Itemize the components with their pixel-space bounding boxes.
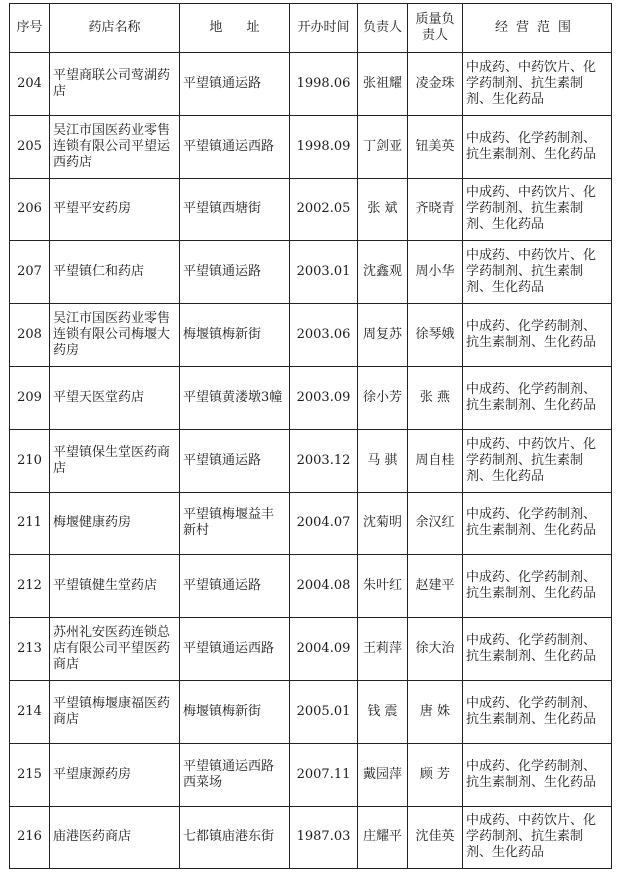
table-row <box>10 53 612 116</box>
opening-date-cell: 2003.01 <box>290 241 358 304</box>
pharmacy-name-cell: 平望商联公司莺湖药店 <box>50 53 180 116</box>
quality-manager-cell: 张 燕 <box>408 366 463 429</box>
quality-manager-cell: 余汉红 <box>408 492 463 555</box>
table-row <box>10 241 612 304</box>
quality-manager-cell: 赵建平 <box>408 555 463 618</box>
serial-number-cell: 210 <box>10 429 50 492</box>
header-quality-manager: 质量负责人 <box>408 4 463 53</box>
pharmacy-name-cell: 梅堰健康药房 <box>50 492 180 555</box>
quality-manager-cell: 钮美英 <box>408 115 463 178</box>
pharmacy-name-cell: 平望平安药房 <box>50 178 180 241</box>
quality-manager-cell: 徐大治 <box>408 618 463 681</box>
table-row <box>10 429 612 492</box>
business-scope-cell: 中成药、中药饮片、化学药制剂、抗生素制剂、生化药品 <box>463 429 612 492</box>
serial-number-cell: 208 <box>10 304 50 367</box>
opening-date-cell: 2004.09 <box>290 618 358 681</box>
pharmacy-name-cell: 平望镇保生堂医药商店 <box>50 429 180 492</box>
header-address: 地 址 <box>180 4 290 53</box>
address-cell: 平望镇通运路 <box>180 241 290 304</box>
business-scope-cell: 中成药、化学药制剂、抗生素制剂、生化药品 <box>463 304 612 367</box>
table-row <box>10 743 612 806</box>
header-serial-number: 序号 <box>10 4 50 53</box>
serial-number-cell: 216 <box>10 806 50 869</box>
serial-number-cell: 205 <box>10 115 50 178</box>
manager-cell: 朱叶红 <box>358 555 408 618</box>
header-business-scope: 经营范围 <box>463 4 612 53</box>
quality-manager-cell: 齐晓青 <box>408 178 463 241</box>
opening-date-cell: 1998.09 <box>290 115 358 178</box>
table-row <box>10 304 612 367</box>
manager-cell: 丁剑亚 <box>358 115 408 178</box>
quality-manager-cell: 周自桂 <box>408 429 463 492</box>
pharmacy-name-cell: 平望镇梅堰康福医药商店 <box>50 680 180 743</box>
table-row <box>10 115 612 178</box>
pharmacy-name-cell: 平望镇健生堂药店 <box>50 555 180 618</box>
pharmacy-name-cell: 吴江市国医药业零售连锁有限公司平望运西药店 <box>50 115 180 178</box>
opening-date-cell: 2003.06 <box>290 304 358 367</box>
pharmacy-name-cell: 庙港医药商店 <box>50 806 180 869</box>
pharmacy-name-cell: 平望康源药房 <box>50 743 180 806</box>
serial-number-cell: 214 <box>10 680 50 743</box>
serial-number-cell: 207 <box>10 241 50 304</box>
table-header <box>10 4 612 53</box>
opening-date-cell: 2004.08 <box>290 555 358 618</box>
address-cell: 平望镇梅堰益丰新村 <box>180 492 290 555</box>
manager-cell: 沈菊明 <box>358 492 408 555</box>
manager-cell: 张 斌 <box>358 178 408 241</box>
header-row <box>10 4 612 53</box>
quality-manager-cell: 周小华 <box>408 241 463 304</box>
business-scope-cell: 中成药、化学药制剂、抗生素制剂、生化药品 <box>463 680 612 743</box>
serial-number-cell: 213 <box>10 618 50 681</box>
quality-manager-cell: 凌金珠 <box>408 53 463 116</box>
business-scope-cell: 中成药、中药饮片、化学药制剂、抗生素制剂、生化药品 <box>463 53 612 116</box>
pharmacy-name-cell: 苏州礼安医药连锁总店有限公司平望医药商店 <box>50 618 180 681</box>
header-opening-date: 开办时间 <box>290 4 358 53</box>
address-cell: 平望镇西塘街 <box>180 178 290 241</box>
header-pharmacy-name: 药店名称 <box>50 4 180 53</box>
quality-manager-cell: 顾 芳 <box>408 743 463 806</box>
manager-cell: 徐小芳 <box>358 366 408 429</box>
table-row <box>10 555 612 618</box>
table-row <box>10 492 612 555</box>
opening-date-cell: 1987.03 <box>290 806 358 869</box>
manager-cell: 周复苏 <box>358 304 408 367</box>
table-body <box>10 53 612 869</box>
address-cell: 平望镇通运路 <box>180 53 290 116</box>
address-cell: 梅堰镇梅新街 <box>180 304 290 367</box>
address-cell: 梅堰镇梅新街 <box>180 680 290 743</box>
business-scope-cell: 中成药、中药饮片、化学药制剂、抗生素制剂、生化药品 <box>463 178 612 241</box>
table-row <box>10 618 612 681</box>
address-cell: 平望镇通运路 <box>180 555 290 618</box>
serial-number-cell: 215 <box>10 743 50 806</box>
manager-cell: 钱 震 <box>358 680 408 743</box>
manager-cell: 张祖耀 <box>358 53 408 116</box>
business-scope-cell: 中成药、化学药制剂、抗生素制剂、生化药品 <box>463 555 612 618</box>
table-row <box>10 680 612 743</box>
business-scope-cell: 中成药、化学药制剂、抗生素制剂、生化药品 <box>463 618 612 681</box>
serial-number-cell: 209 <box>10 366 50 429</box>
address-cell: 平望镇通运路 <box>180 429 290 492</box>
table-row <box>10 178 612 241</box>
manager-cell: 庄耀平 <box>358 806 408 869</box>
pharmacy-name-cell: 平望镇仁和药店 <box>50 241 180 304</box>
manager-cell: 马 骐 <box>358 429 408 492</box>
address-cell: 七都镇庙港东街 <box>180 806 290 869</box>
opening-date-cell: 1998.06 <box>290 53 358 116</box>
pharmacy-name-cell: 平望天医堂药店 <box>50 366 180 429</box>
opening-date-cell: 2003.09 <box>290 366 358 429</box>
opening-date-cell: 2002.05 <box>290 178 358 241</box>
table-row <box>10 366 612 429</box>
serial-number-cell: 204 <box>10 53 50 116</box>
manager-cell: 戴园萍 <box>358 743 408 806</box>
table-row <box>10 806 612 869</box>
manager-cell: 王莉萍 <box>358 618 408 681</box>
header-manager: 负责人 <box>358 4 408 53</box>
business-scope-cell: 中成药、化学药制剂、抗生素制剂、生化药品 <box>463 115 612 178</box>
opening-date-cell: 2007.11 <box>290 743 358 806</box>
opening-date-cell: 2005.01 <box>290 680 358 743</box>
business-scope-cell: 中成药、中药饮片、化学药制剂、抗生素制剂、生化药品 <box>463 806 612 869</box>
business-scope-cell: 中成药、化学药制剂、抗生素制剂、生化药品 <box>463 492 612 555</box>
address-cell: 平望镇通运西路 <box>180 618 290 681</box>
quality-manager-cell: 唐 姝 <box>408 680 463 743</box>
serial-number-cell: 211 <box>10 492 50 555</box>
address-cell: 平望镇通运西路西菜场 <box>180 743 290 806</box>
manager-cell: 沈鑫观 <box>358 241 408 304</box>
business-scope-cell: 中成药、化学药制剂、抗生素制剂、生化药品 <box>463 743 612 806</box>
serial-number-cell: 212 <box>10 555 50 618</box>
opening-date-cell: 2003.12 <box>290 429 358 492</box>
opening-date-cell: 2004.07 <box>290 492 358 555</box>
address-cell: 平望镇黄溇墩3幢 <box>180 366 290 429</box>
serial-number-cell: 206 <box>10 178 50 241</box>
business-scope-cell: 中成药、化学药制剂、抗生素制剂、生化药品 <box>463 366 612 429</box>
pharmacy-registry-table <box>9 3 612 869</box>
address-cell: 平望镇通运西路 <box>180 115 290 178</box>
pharmacy-name-cell: 吴江市国医药业零售连锁有限公司梅堰大药房 <box>50 304 180 367</box>
business-scope-cell: 中成药、中药饮片、化学药制剂、抗生素制剂、生化药品 <box>463 241 612 304</box>
quality-manager-cell: 徐琴娥 <box>408 304 463 367</box>
quality-manager-cell: 沈佳英 <box>408 806 463 869</box>
